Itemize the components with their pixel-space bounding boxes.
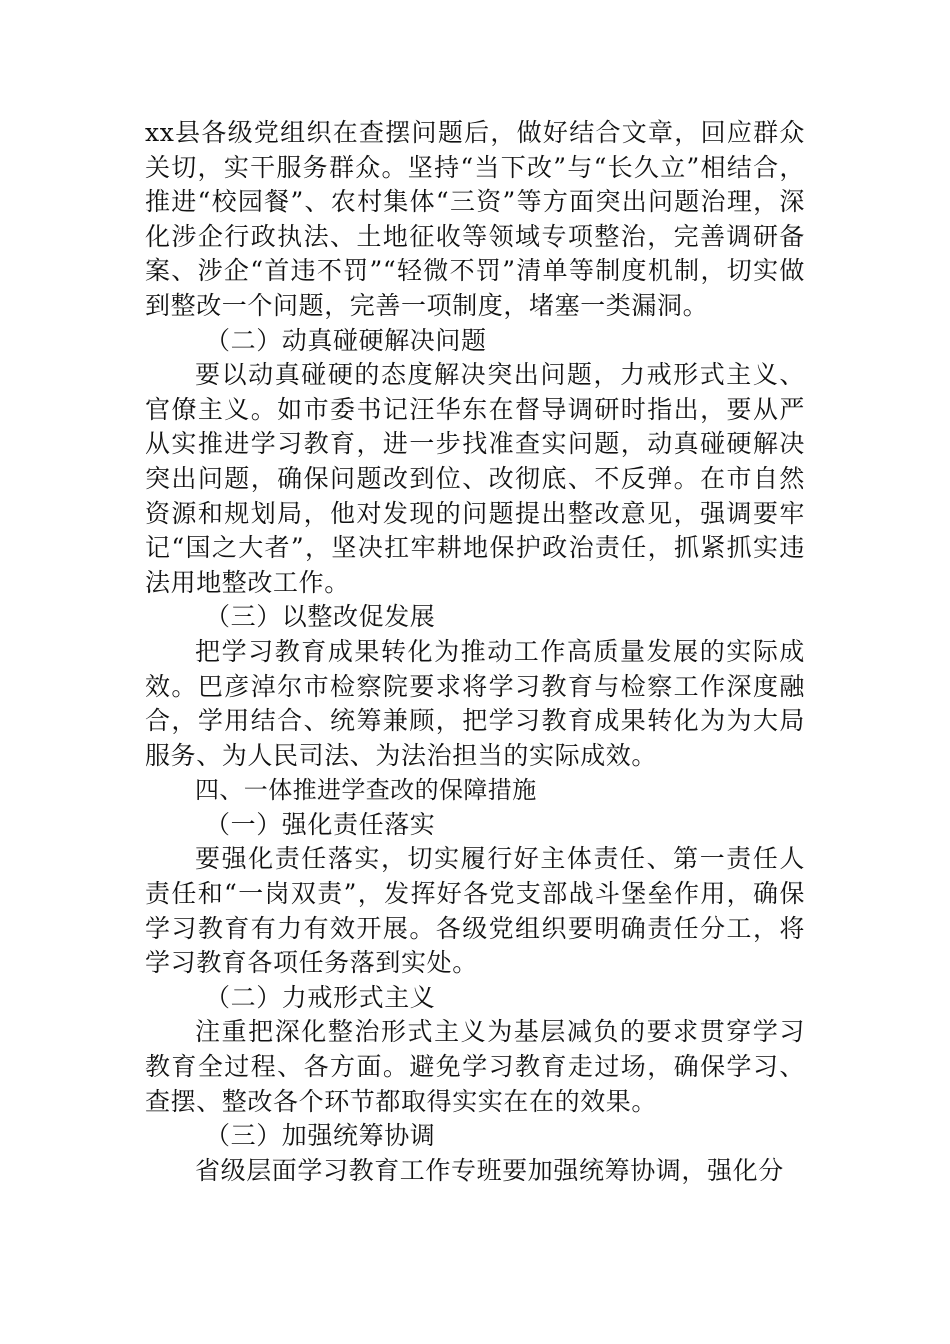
document-page [145, 116, 805, 1188]
paragraph-rectification-results: xx县各级党组织在查摆问题后，做好结合文章，回应群众关切，实干服务群众。坚持“当下改”与“长久立”相结合，推进“校园餐”、农村集体“三资”等方面突出问题治理，深化涉企行政执法、土地征收等领域专项整治，完善调研备案、涉企“首违不罚”“轻微不罚”清单等制度机制，切实做到整改一个问题，完善一项制度，堵塞一类漏洞。 [145, 118, 805, 320]
subheading-coordination: （三）加强统筹协调 [205, 1121, 436, 1151]
subheading-formalism: （二）力戒形式主义 [205, 982, 436, 1012]
paragraph-formalism: 注重把深化整治形式主义为基层减负的要求贯穿学习教育全过程、各方面。避免学习教育走过场，确保学习、查摆、整改各个环节都取得实实在在的效果。 [145, 1017, 805, 1116]
subheading-responsibility: （一）强化责任落实 [205, 809, 436, 839]
paragraph-promote-development: 把学习教育成果转化为推动工作高质量发展的实际成效。巴彦淖尔市检察院要求将学习教育与检察工作深度融合，学用结合、统筹兼顾，把学习教育成果转化为为大局服务、为人民司法、为法治担当的实际成效。 [145, 636, 805, 770]
section-heading-safeguards: 四、一体推进学查改的保障措施 [195, 776, 537, 805]
subheading-promote-development: （三）以整改促发展 [205, 602, 436, 632]
subheading-solve-problems: （二）动真碰硬解决问题 [205, 325, 487, 355]
paragraph-coordination: 省级层面学习教育工作专班要加强统筹协调，强化分 [195, 1155, 784, 1185]
paragraph-solve-problems: 要以动真碰硬的态度解决突出问题，力戒形式主义、官僚主义。如市委书记汪华东在督导调研时指出，要从严从实推进学习教育，进一步找准查实问题，动真碰硬解决突出问题，确保问题改到位、改彻底、不反弹。在市自然资源和规划局，他对发现的问题提出整改意见，强调要牢记“国之大者”，坚决扛牢耕地保护政治责任，抓紧抓实违法用地整改工作。 [145, 360, 805, 597]
paragraph-responsibility: 要强化责任落实，切实履行好主体责任、第一责任人责任和“一岗双责”，发挥好各党支部战斗堡垒作用，确保学习教育有力有效开展。各级党组织要明确责任分工，将学习教育各项任务落到实处。 [145, 844, 805, 978]
